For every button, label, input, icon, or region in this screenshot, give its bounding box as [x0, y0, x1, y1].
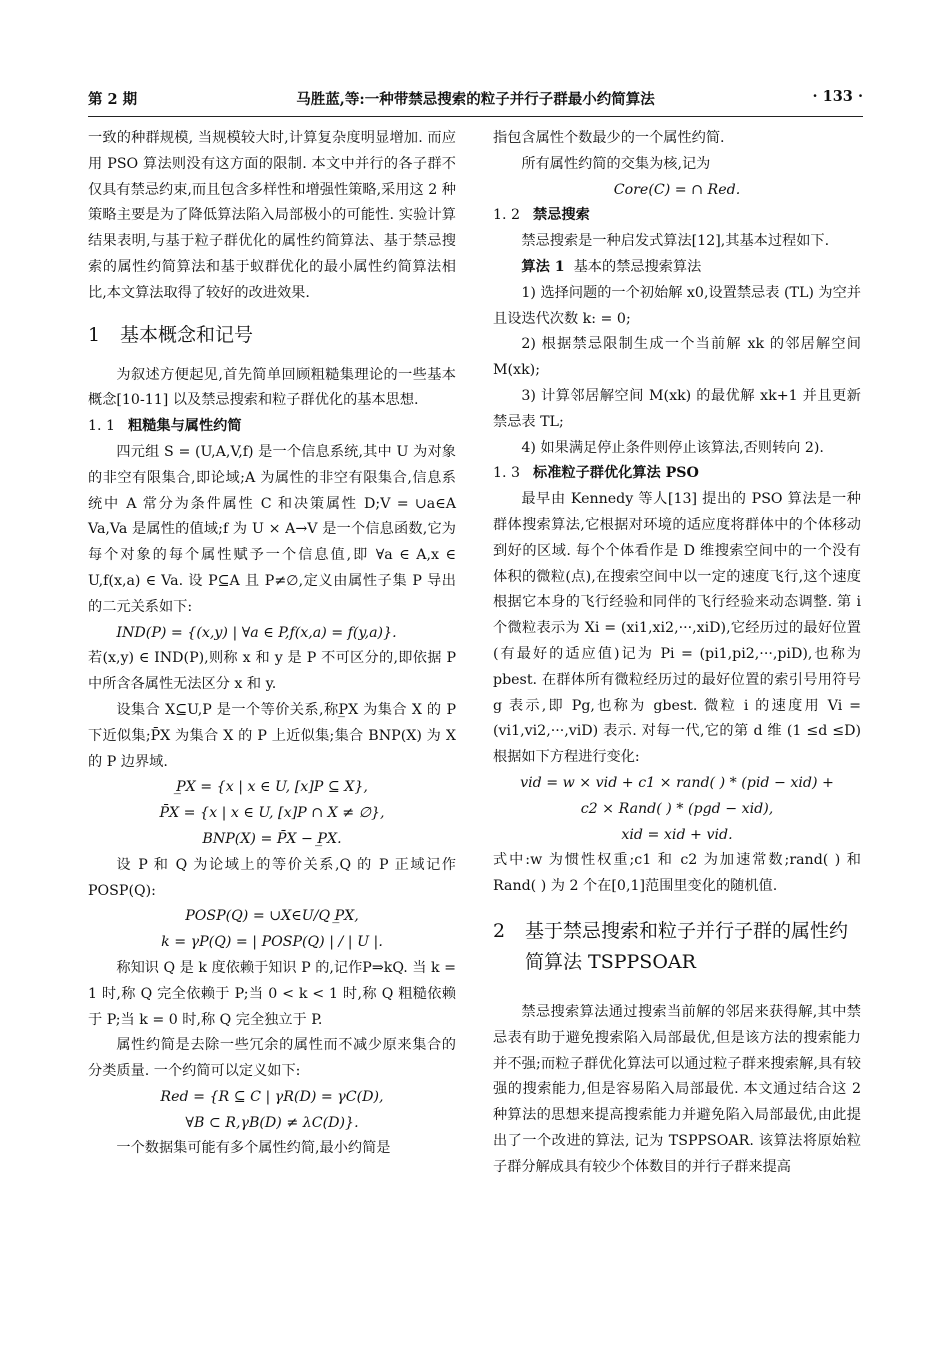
paragraph: 禁忌搜索算法通过搜索当前解的邻居来获得解,其中禁忌表有助于避免搜索陷入局部最优,但是该方法的搜索能力并不强;而粒子群优化算法可以通过粒子群来搜索解,具有较强的搜索能力,但是容易陷入局部最优. 本文通过结合这 2 种算法的思想来提高搜索能力并避免陷入局部最优,由此提出了一个改进的算法, 记为 TSPPSOAR. 该算法将原始粒子群分解成具有较少个体数目的并行子群来提高 — [493, 1003, 861, 1175]
section-title: 基于禁忌搜索和粒子并行子群的属性约简算法 TSPPSOAR — [525, 919, 849, 973]
section-number: 2 — [493, 919, 506, 942]
equation-boundary: BNP(X) = P̄X − P̲X. — [202, 830, 342, 847]
algorithm-step: 4) 如果满足停止条件则停止该算法,否则转向 2). — [521, 439, 824, 456]
running-header — [88, 88, 863, 110]
equation-reduct-1: Red = {R ⊆ C | γR(D) = γC(D), — [160, 1088, 384, 1105]
paragraph: 式中:w 为惯性权重;c1 和 c2 为加速常数;rand( ) 和 Rand( ) 为 2 个在[0,1]范围里变化的随机值. — [493, 852, 861, 895]
paragraph: 为叙述方便起见,首先简单回顾粗糙集理论的一些基本概念[10-11] 以及禁忌搜索和粒子群优化的基本思想. — [88, 366, 456, 409]
subsection-number: 1. 2 — [493, 207, 521, 224]
algorithm-step: 1) 选择问题的一个初始解 x0,设置禁忌表 (TL) 为空并且设迭代次数 k: = 0; — [493, 284, 861, 327]
equation-lower-approximation: P̲X = {x | x ∈ U, [x]P ⊆ X}, — [176, 779, 368, 796]
subsection-title: 禁忌搜索 — [533, 207, 590, 224]
right-column — [493, 126, 861, 1180]
subsection-title: 粗糙集与属性约简 — [128, 418, 242, 435]
paragraph: 所有属性约简的交集为核,记为 — [521, 155, 711, 172]
equation-dependency: k = γP(Q) = | POSP(Q) | / | U |. — [161, 934, 383, 951]
equation-position: xid = xid + vid. — [621, 826, 733, 843]
algorithm-heading — [493, 255, 861, 281]
equation-upper-approximation: P̄X = {x | x ∈ U, [x]P ∩ X ≠ ∅}, — [159, 805, 385, 822]
header-rule — [88, 116, 863, 117]
equation-positive-region: POSP(Q) = ∪X∈U/Q P̲X, — [185, 908, 359, 925]
equation-reduct-2: ∀B ⊂ R,γB(D) ≠ λC(D)}. — [185, 1114, 359, 1131]
paragraph: 最早由 Kennedy 等人[13] 提出的 PSO 算法是一种群体搜索算法,它根据对环境的适应度将群体中的个体移动到好的区域. 每个个体看作是 D 维搜索空间中的一个没有体积的微粒(点),在搜索空间中以一定的速度飞行,这个速度根据它本身的飞行经验和同伴的飞行经验来动态调整. 第 i 个微粒表示为 Xi = (xi1,xi2,···,xiD),它经历过的最好位置(有最好的适应值)记为 Pi = (pi1,pi2,···,piD),也称为 pbest. 在群体所有微粒经历过的最好位置的索引号用符号 g 表示,即 Pg,也称为 gbest. 微粒 i 的速度用 Vi = (vi1,vi2,···,viD) 表示. 对每一代,它的第 d 维 (1 ≤d ≤D) 根据如下方程进行变化: — [493, 491, 861, 766]
algorithm-step: 3) 计算邻居解空间 M(xk) 的最优解 xk+1 并且更新禁忌表 TL; — [493, 387, 861, 430]
issue-number: 第 2 期 — [88, 91, 138, 108]
equation-ind: IND(P) = {(x,y) | ∀a ∈ P,f(x,a) = f(y,a)}. — [116, 624, 397, 641]
paragraph: 一个数据集可能有多个属性约简,最小约简是 — [116, 1140, 391, 1157]
equation-velocity-1: vid = w × vid + c1 × rand( ) * (pid − xid) + — [520, 774, 834, 791]
subsection-heading — [88, 414, 456, 440]
paragraph: 禁忌搜索是一种启发式算法[12],其基本过程如下. — [521, 233, 830, 250]
page-number: · 133 · — [812, 88, 863, 105]
subsection-number: 1. 1 — [88, 418, 116, 435]
subsection-heading — [493, 461, 861, 487]
paragraph: 若(x,y) ∈ IND(P),则称 x 和 y 是 P 不可区分的,即依据 P 中所含各属性无法区分 x 和 y. — [88, 650, 456, 693]
algorithm-step: 2) 根据禁忌限制生成一个当前解 xk 的邻居解空间 M(xk); — [493, 336, 861, 379]
left-column — [88, 126, 456, 1162]
paragraph: 设集合 X⊆U,P 是一个等价关系,称P̲X 为集合 X 的 P 下近似集;P̄X 为集合 X 的 P 上近似集;集合 BNP(X) 为 X 的 P 边界域. — [88, 701, 456, 770]
section-number: 1 — [88, 323, 101, 346]
subsection-title: 标准粒子群优化算法 PSO — [533, 465, 699, 482]
algorithm-label: 算法 1 — [521, 258, 565, 275]
equation-core: Core(C) = ∩ Red. — [613, 181, 741, 198]
equation-velocity-2: c2 × Rand( ) * (pgd − xid), — [580, 800, 774, 817]
subsection-heading — [493, 203, 861, 229]
section-heading — [88, 320, 456, 350]
paragraph: 指包含属性个数最少的一个属性约简. — [493, 130, 725, 146]
subsection-number: 1. 3 — [493, 465, 521, 482]
paragraph: 设 P 和 Q 为论域上的等价关系,Q 的 P 正域记作 POSP(Q): — [88, 856, 456, 899]
paragraph: 一致的种群规模, 当规模较大时,计算复杂度明显增加. 而应用 PSO 算法则没有这方面的限制. 本文中并行的各子群不仅具有禁忌约束,而且包含多样性和增强性策略,采用这 2 种策略主要是为了降低算法陷入局部极小的可能性. 实验计算结果表明,与基于粒子群优化的属性约简算法、基于禁忌搜索的属性约简算法和基于蚁群优化的最小属性约简算法相比,本文算法取得了较好的改进效果. — [88, 130, 456, 301]
section-heading — [493, 916, 861, 978]
running-title: 马胜蓝,等:一种带禁忌搜索的粒子并行子群最小约简算法 — [296, 91, 655, 108]
paragraph: 四元组 S = (U,A,V,f) 是一个信息系统,其中 U 为对象的非空有限集合,即论域;A 为属性的非空有限集合,信息系统中 A 常分为条件属性 C 和决策属性 D;V = ∪a∈A Va,Va 是属性的值域;f 为 U × A→V 是一个信息函数,它为每个对象的每个属性赋予一个信息值,即 ∀a ∈ A,x ∈ U,f(x,a) ∈ Va. 设 P⊆A 且 P≠∅,定义由属性子集 P 导出的二元关系如下: — [88, 443, 456, 615]
paragraph: 称知识 Q 是 k 度依赖于知识 P 的,记作P⇒kQ. 当 k = 1 时,称 Q 完全依赖于 P;当 0 < k < 1 时,称 Q 粗糙依赖于 P;当 k = 0 时,称 Q 完全独立于 P. — [88, 959, 456, 1028]
paragraph: 属性约简是去除一些冗余的属性而不减少原来集合的分类质量. 一个约简可以定义如下: — [88, 1037, 456, 1080]
section-title: 基本概念和记号 — [120, 323, 254, 346]
algorithm-name: 基本的禁忌搜索算法 — [573, 258, 702, 275]
